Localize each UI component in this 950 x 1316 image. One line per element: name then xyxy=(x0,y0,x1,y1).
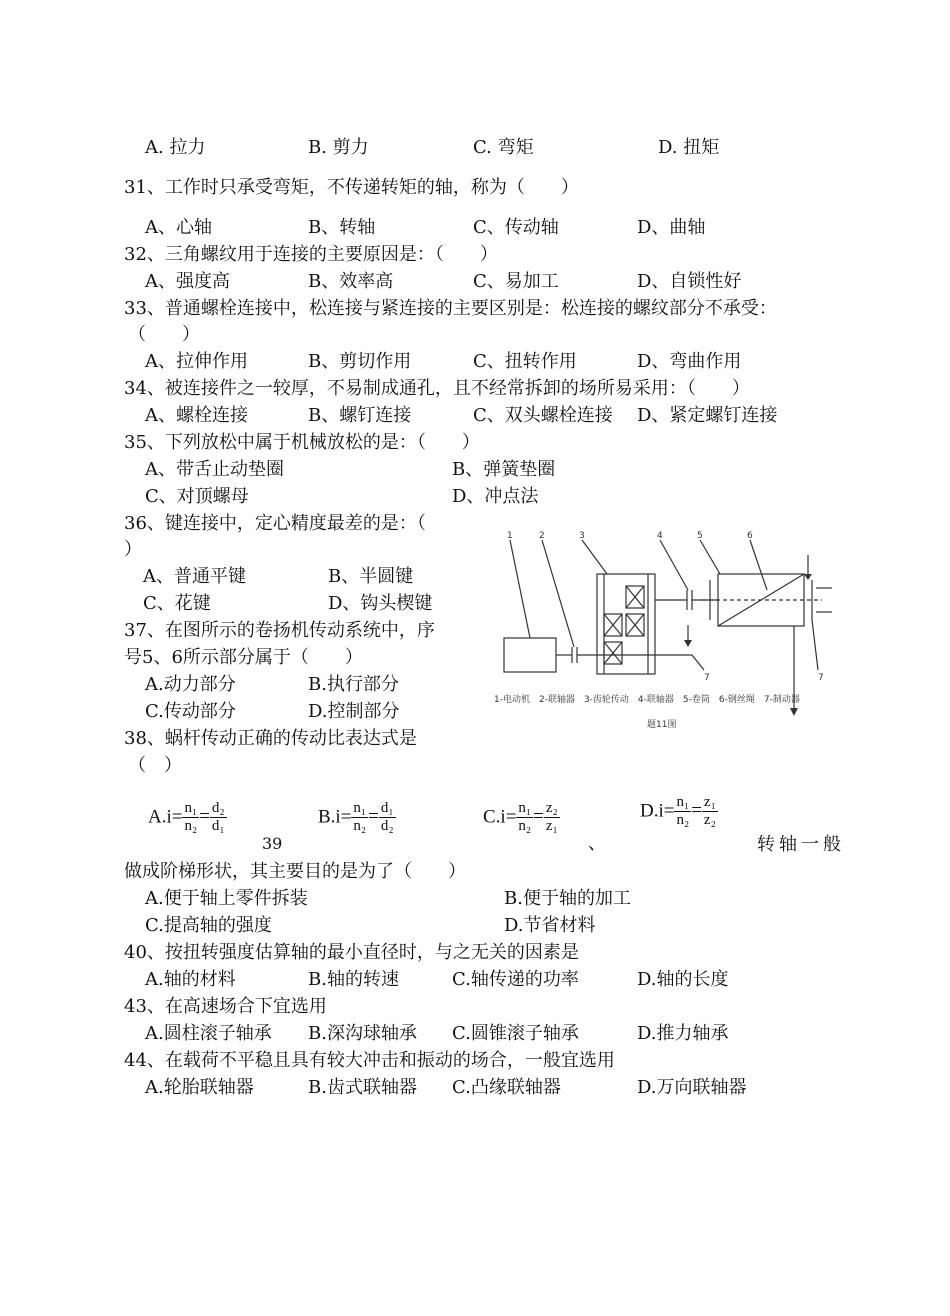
q38-formula-d: D.i= $\frac{\text{n₁}}{\text{n₂}}$ = $\frac{\text{z₁}}{\text{z₂}}$ xyxy=(640,794,716,828)
fig-num-3: 3 xyxy=(579,531,585,541)
q43-stem: 43、在高速场合下宜选用 xyxy=(124,996,327,1017)
fig-num-1: 1 xyxy=(507,531,513,541)
q40-option-b: B.轴的转速 xyxy=(308,969,399,990)
q36-stem-close: ） xyxy=(124,539,142,560)
q38-stem: 38、蜗杆传动正确的传动比表达式是 xyxy=(124,728,417,749)
q39-option-a: A.便于轴上零件拆装 xyxy=(145,888,308,909)
q32-option-b: B、效率高 xyxy=(308,271,394,292)
q39-option-c: C.提高轴的强度 xyxy=(145,915,272,936)
q30-option-a: A. 拉力 xyxy=(145,137,206,158)
q35-option-c: C、对顶螺母 xyxy=(145,486,249,507)
q33-option-b: B、剪切作用 xyxy=(308,351,412,372)
q40-option-c: C.轴传递的功率 xyxy=(452,969,579,990)
q37-stem: 37、在图所示的卷扬机传动系统中，序 xyxy=(124,620,435,641)
fig-num-4: 4 xyxy=(657,531,663,541)
q30-option-d: D. 扭矩 xyxy=(658,137,720,158)
q39-stem: 转轴一般 xyxy=(757,834,845,855)
q39-option-b: B.便于轴的加工 xyxy=(504,888,631,909)
q43-option-d: D.推力轴承 xyxy=(637,1023,729,1044)
q37-option-c: C.传动部分 xyxy=(145,701,236,722)
q32-option-a: A、强度高 xyxy=(145,271,230,292)
fig-caption: 题11图 xyxy=(647,720,677,730)
q43-option-a: A.圆柱滚子轴承 xyxy=(145,1023,272,1044)
q33-option-d: D、弯曲作用 xyxy=(637,351,742,372)
q43-option-b: B.深沟球轴承 xyxy=(308,1023,417,1044)
q34-option-d: D、紧定螺钉连接 xyxy=(637,405,778,426)
q37-option-b: B.执行部分 xyxy=(308,674,399,695)
q35-option-a: A、带舌止动垫圈 xyxy=(145,459,284,480)
q35-stem: 35、下列放松中属于机械放松的是：（ ） xyxy=(124,432,480,453)
q30-option-b: B. 剪力 xyxy=(308,137,369,158)
q44-option-c: C.凸缘联轴器 xyxy=(452,1077,561,1098)
q44-stem: 44、在载荷不平稳且具有较大冲击和振动的场合，一般宜选用 xyxy=(124,1050,615,1071)
q38-stem-blank: （ ） xyxy=(128,755,182,776)
q39-option-d: D.节省材料 xyxy=(504,915,596,936)
q34-option-b: B、螺钉连接 xyxy=(308,405,412,426)
q36-option-d: D、钩头楔键 xyxy=(328,593,433,614)
q34-option-a: A、螺栓连接 xyxy=(145,405,248,426)
fig-num-6: 6 xyxy=(747,531,753,541)
fig-num-7a: 7 xyxy=(704,673,710,683)
q31-option-c: C、传动轴 xyxy=(473,217,559,238)
q38-formula-b: B.i= $\frac{\text{n₁}}{\text{n₂}}$ = $\frac{\text{d₁}}{\text{d₂}}$ xyxy=(318,800,394,834)
fig-legend: 1-电动机 2-联轴器 3-齿轮传动 4-联轴器 5-卷筒 6-钢丝绳 7-制动器 xyxy=(494,695,800,705)
q36-option-b: B、半圆键 xyxy=(328,566,414,587)
q44-option-d: D.万向联轴器 xyxy=(637,1077,747,1098)
q40-option-d: D.轴的长度 xyxy=(637,969,729,990)
q39-separator: 、 xyxy=(588,833,606,854)
q43-option-c: C.圆锥滚子轴承 xyxy=(452,1023,579,1044)
hoist-transmission-diagram xyxy=(492,530,844,735)
fig-num-7b: 7 xyxy=(818,673,824,683)
q30-option-c: C. 弯矩 xyxy=(473,137,534,158)
q31-stem: 31、工作时只承受弯矩，不传递转矩的轴，称为（ ） xyxy=(124,177,579,198)
q44-option-b: B.齿式联轴器 xyxy=(308,1077,417,1098)
q39-stem-2: 做成阶梯形状，其主要目的是为了（ ） xyxy=(124,861,466,882)
q31-option-d: D、曲轴 xyxy=(637,217,706,238)
q31-option-a: A、心轴 xyxy=(145,217,212,238)
q36-option-a: A、普通平键 xyxy=(143,566,246,587)
q38-formula-c: C.i= $\frac{\text{n₁}}{\text{n₂}}$ = $\frac{\text{z₂}}{\text{z₁}}$ xyxy=(483,800,558,834)
q33-stem-blank: （ ） xyxy=(128,324,200,345)
q40-stem: 40、按扭转强度估算轴的最小直径时，与之无关的因素是 xyxy=(124,942,579,963)
q39-number: 39 xyxy=(262,834,283,853)
q37-stem-2: 号5、6所示部分属于（ ） xyxy=(124,647,363,668)
q33-stem: 33、普通螺栓连接中，松连接与紧连接的主要区别是：松连接的螺纹部分不承受： xyxy=(124,298,777,319)
q36-stem: 36、键连接中，定心精度最差的是：（ xyxy=(124,513,426,534)
q37-option-d: D.控制部分 xyxy=(308,701,400,722)
q34-option-c: C、双头螺栓连接 xyxy=(473,405,613,426)
q37-option-a: A.动力部分 xyxy=(145,674,236,695)
q44-option-a: A.轮胎联轴器 xyxy=(145,1077,254,1098)
q34-stem: 34、被连接件之一较厚，不易制成通孔，且不经常拆卸的场所易采用：（ ） xyxy=(124,378,750,399)
q35-option-b: B、弹簧垫圈 xyxy=(452,459,556,480)
motor-shape xyxy=(504,638,556,672)
q32-option-c: C、易加工 xyxy=(473,271,559,292)
q38-formula-a: A.i= $\frac{\text{n₁}}{\text{n₂}}$ = $\frac{\text{d₂}}{\text{d₁}}$ xyxy=(148,800,225,834)
q40-option-a: A.轴的材料 xyxy=(145,969,236,990)
q32-option-d: D、自锁性好 xyxy=(637,271,742,292)
q33-option-c: C、扭转作用 xyxy=(473,351,577,372)
q31-option-b: B、转轴 xyxy=(308,217,376,238)
q35-option-d: D、冲点法 xyxy=(452,486,539,507)
q32-stem: 32、三角螺纹用于连接的主要原因是：（ ） xyxy=(124,244,498,265)
fig-num-5: 5 xyxy=(697,531,703,541)
q33-option-a: A、拉伸作用 xyxy=(145,351,248,372)
q36-option-c: C、花键 xyxy=(143,593,211,614)
fig-num-2: 2 xyxy=(539,531,545,541)
